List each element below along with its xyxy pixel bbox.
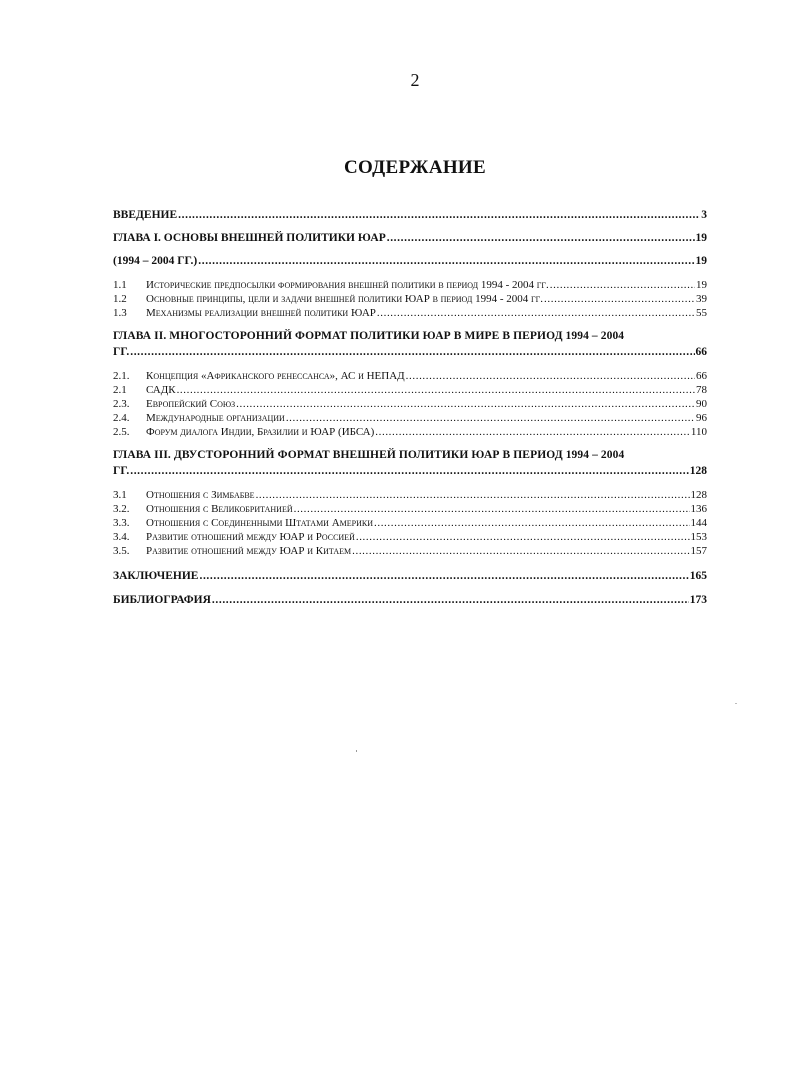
chapter-3-sections bbox=[113, 488, 707, 558]
section-number: 1.1 bbox=[113, 279, 127, 291]
toc-entry-page: 128 bbox=[690, 489, 707, 501]
section-number: 3.2. bbox=[113, 503, 130, 515]
scan-speck bbox=[356, 750, 357, 752]
section-number: 3.5. bbox=[113, 545, 130, 557]
dot-leader bbox=[212, 593, 689, 607]
toc-section-1-2[interactable] bbox=[113, 292, 707, 306]
chapter-1-sections bbox=[113, 278, 707, 320]
page-title: СОДЕРЖАНИЕ bbox=[344, 157, 486, 178]
dot-leader bbox=[375, 425, 690, 439]
toc-entry-page: 173 bbox=[689, 594, 707, 606]
dot-leader bbox=[199, 569, 688, 583]
toc-section-3-5[interactable] bbox=[113, 544, 707, 558]
toc-entry-page: 19 bbox=[696, 279, 707, 291]
section-title: Развитие отношений между ЮАР и Китаем bbox=[146, 545, 352, 557]
toc-entry-page: 19 bbox=[695, 232, 707, 244]
section-number: 3.3. bbox=[113, 517, 130, 529]
dot-leader bbox=[256, 488, 690, 502]
toc-section-2-2[interactable] bbox=[113, 383, 707, 397]
toc-entry-chapter-1-period[interactable] bbox=[113, 254, 707, 268]
section-title: Отношения с Великобританией bbox=[146, 503, 293, 515]
toc-section-1-1[interactable] bbox=[113, 278, 707, 292]
toc-entry-page: 153 bbox=[690, 531, 707, 543]
section-number: 2.1 bbox=[113, 384, 127, 396]
section-title: САДК bbox=[146, 384, 176, 396]
dot-leader bbox=[406, 369, 695, 383]
toc-entry-page: 144 bbox=[690, 517, 707, 529]
toc-entry-label: (1994 – 2004 ГГ.) bbox=[113, 255, 198, 267]
dot-leader bbox=[352, 544, 689, 558]
toc-section-3-3[interactable] bbox=[113, 516, 707, 530]
section-number: 3.4. bbox=[113, 531, 130, 543]
toc-entry-page: 66 bbox=[695, 346, 707, 358]
section-number: 1.3 bbox=[113, 307, 127, 319]
section-title: Международные организации bbox=[146, 412, 285, 424]
scan-speck bbox=[735, 703, 737, 704]
toc-section-2-4[interactable] bbox=[113, 411, 707, 425]
section-title: Европейский Союз bbox=[146, 398, 236, 410]
dot-leader bbox=[356, 530, 690, 544]
dot-leader bbox=[387, 231, 695, 245]
toc-entry-chapter-3[interactable] bbox=[113, 448, 707, 478]
section-title: Концепция «Африканского ренессанса», АС и НЕПАД bbox=[146, 370, 405, 382]
toc-entry-page: 157 bbox=[690, 545, 707, 557]
toc-entry-label: ГЛАВА III. ДВУСТОРОННИЙ ФОРМАТ ВНЕШНЕЙ ПОЛИТИКИ ЮАР В ПЕРИОД 1994 – 2004 bbox=[113, 449, 625, 461]
toc-entry-label: ВВЕДЕНИЕ bbox=[113, 209, 178, 221]
dot-leader bbox=[236, 397, 695, 411]
dot-leader bbox=[550, 278, 695, 292]
toc-entry-page: 55 bbox=[696, 307, 707, 319]
dot-leader bbox=[544, 292, 695, 306]
dot-leader bbox=[130, 345, 694, 359]
section-title: Основные принципы, цели и задачи внешней политики ЮАР в период 1994 - 2004 гг. bbox=[146, 293, 544, 305]
toc-section-1-3[interactable] bbox=[113, 306, 707, 320]
toc-entry-conclusion[interactable] bbox=[113, 569, 707, 583]
toc-entry-label: ГЛАВА II. МНОГОСТОРОННИЙ ФОРМАТ ПОЛИТИКИ ЮАР В МИРЕ В ПЕРИОД 1994 – 2004 bbox=[113, 330, 625, 342]
toc-entry-bibliography[interactable] bbox=[113, 593, 707, 607]
dot-leader bbox=[294, 502, 690, 516]
section-title: Форум диалога Индии, Бразилии и ЮАР (ИБСА) bbox=[146, 426, 375, 438]
toc-entry-introduction[interactable] bbox=[113, 208, 707, 222]
dot-leader bbox=[374, 516, 690, 530]
section-title: Отношения с Соединенными Штатами Америки bbox=[146, 517, 373, 529]
toc-entry-page: 165 bbox=[689, 570, 707, 582]
dot-leader bbox=[377, 306, 695, 320]
toc-entry-page: 128 bbox=[689, 465, 707, 477]
dot-leader bbox=[177, 383, 695, 397]
section-number: 1.2 bbox=[113, 293, 127, 305]
table-of-contents bbox=[113, 205, 707, 607]
toc-entry-page: 110 bbox=[690, 426, 707, 438]
dot-leader bbox=[198, 254, 694, 268]
dot-leader bbox=[286, 411, 695, 425]
toc-entry-chapter-1[interactable] bbox=[113, 231, 707, 245]
toc-entry-page: 136 bbox=[690, 503, 707, 515]
section-number: 2.3. bbox=[113, 398, 130, 410]
toc-entry-label-continued: ГГ. bbox=[113, 465, 130, 477]
toc-entry-chapter-2[interactable] bbox=[113, 329, 707, 359]
toc-section-2-3[interactable] bbox=[113, 397, 707, 411]
toc-section-3-2[interactable] bbox=[113, 502, 707, 516]
toc-section-3-4[interactable] bbox=[113, 530, 707, 544]
toc-section-2-5[interactable] bbox=[113, 425, 707, 439]
page-number: 2 bbox=[410, 70, 420, 90]
toc-entry-label: БИБЛИОГРАФИЯ bbox=[113, 594, 211, 606]
toc-section-3-1[interactable] bbox=[113, 488, 707, 502]
toc-section-2-1[interactable] bbox=[113, 369, 707, 383]
dot-leader bbox=[178, 208, 700, 222]
toc-entry-label-continued: ГГ. bbox=[113, 346, 130, 358]
dot-leader bbox=[130, 464, 689, 478]
section-number: 2.4. bbox=[113, 412, 130, 424]
toc-entry-page: 3 bbox=[701, 209, 707, 221]
section-title: Исторические предпосылки формирования внешней политики в период 1994 - 2004 гг. bbox=[146, 279, 549, 291]
section-title: Механизмы реализации внешней политики ЮАР bbox=[146, 307, 376, 319]
section-number: 2.1. bbox=[113, 370, 130, 382]
section-number: 3.1 bbox=[113, 489, 127, 501]
toc-entry-page: 78 bbox=[696, 384, 707, 396]
toc-entry-page: 39 bbox=[696, 293, 707, 305]
section-title: Развитие отношений между ЮАР и Россией bbox=[146, 531, 355, 543]
toc-entry-page: 90 bbox=[696, 398, 707, 410]
toc-entry-page: 19 bbox=[695, 255, 707, 267]
toc-entry-page: 96 bbox=[696, 412, 707, 424]
toc-entry-label: ЗАКЛЮЧЕНИЕ bbox=[113, 570, 199, 582]
section-title: Отношения с Зимбабве bbox=[146, 489, 255, 501]
toc-entry-page: 66 bbox=[696, 370, 707, 382]
section-number: 2.5. bbox=[113, 426, 130, 438]
toc-entry-label: ГЛАВА I. ОСНОВЫ ВНЕШНЕЙ ПОЛИТИКИ ЮАР bbox=[113, 232, 386, 244]
chapter-2-sections bbox=[113, 369, 707, 439]
